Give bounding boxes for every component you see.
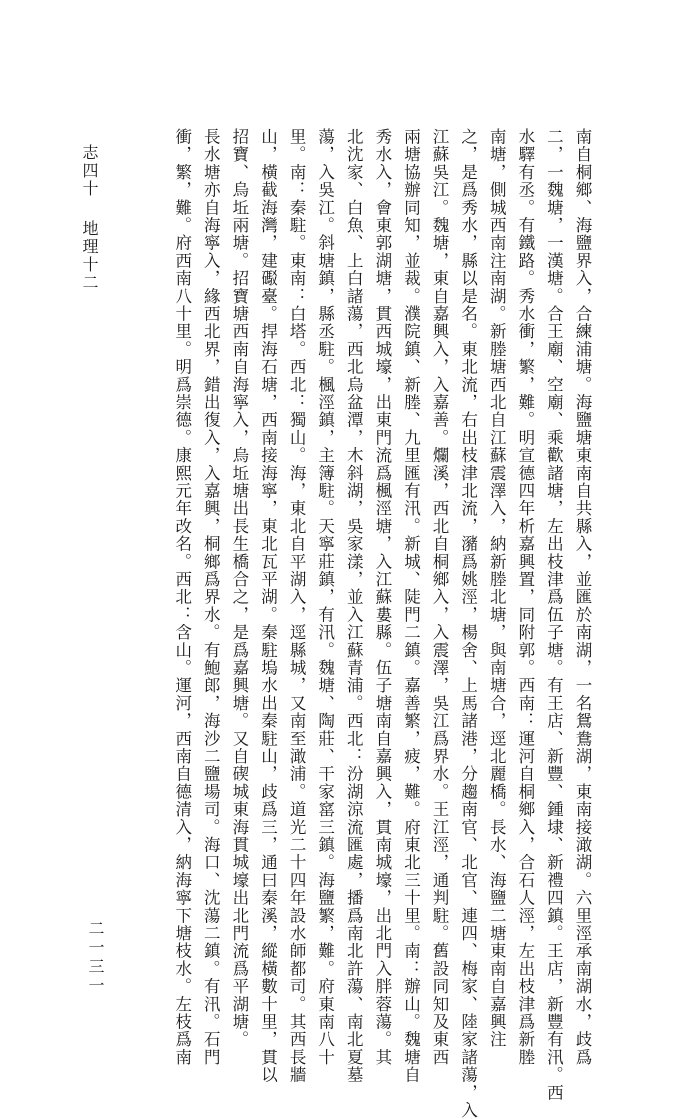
chapter-label: 地理十二 (80, 220, 99, 292)
text-column: 北沈家、白魚、上白諸蕩，西北烏盆潭，木斜湖，吳家漾，並入江蘇青浦。西北：汾湖涼流匯處，播爲南北許蕩、南北夏墓 (344, 128, 364, 1084)
page-number: 二一三一 (86, 920, 105, 996)
text-column: 衝，繁，難。府西南八十里。明爲崇德。康熙元年改名。西北：含山。運河，西南自德清入，納海寧下塘枝水。左枝爲南 (172, 128, 192, 1067)
text-column: 南自桐鄉、海鹽界入，合練浦塘。海鹽塘東南自共縣入，並匯於南湖，一名鴛鴦湖，東南接澉湖。六里涇承南湖水，歧爲 (573, 128, 592, 1067)
text-column: 里。南：秦駐。東南：白塔。西北：獨山。海，東北自平湖入，逕縣城，又南至澉浦。道光二十四年設水師都司。其西長牆 (287, 128, 307, 1084)
section-label: 志四十 (80, 144, 99, 198)
text-column: 蕩，入吳江。斜塘鎮，縣丞駐。楓涇鎮，主簿駐。天寧莊鎮，有汛。魏塘、陶莊、干家窰三鎮。海鹽繁，難。府東南八十 (315, 128, 335, 1067)
text-column: 江蘇吳江。魏塘，東自嘉興入，入嘉善。爛溪，西北自桐鄉入，入震澤，吳江爲界水。王江涇，通判駐。舊設同知及東西 (430, 128, 450, 1067)
text-column: 之，是爲秀水，縣以是名。東北流，右出枝津北流，瀦爲姚涇，楊舍、上馬諸港，分趨南官、北官、連四、梅家、陸家諸蕩，入 (458, 128, 478, 1119)
text-column: 長水塘亦自海寧入，緣西北界，錯出復入，入嘉興，桐鄉爲界水。有鮑郎，海沙二鹽場司。海口、沈蕩二鎮。有汛。石門 (201, 128, 221, 1067)
text-column: 招寶、烏坵兩塘。招寶塘西南自海寧入，烏坵塘出長生橋合之，是爲嘉興塘。又自碶城東海貫城壕出北門流爲平湖塘。 (229, 128, 249, 1049)
text-column: 秀水入，會東郭湖塘，貫西城壕，出東門流爲楓涇塘，入江蘇婁縣。伍子塘南自嘉興入，貫南城壕，出北門入胖蓉蕩。其 (372, 128, 392, 1067)
text-column: 二，一魏塘，一漢塘。合王廟、空廟、乘歡諸塘，左出枝津爲伍子塘。有王店、新豐、鍾埭、新禮四鎮。王店，新豐有汛。西 (544, 128, 564, 1102)
text-column: 南塘，側城西南注南湖。新塍塘西北自江蘇震澤入，納新塍北塘，與南塘合，逕北麗橋。長水、海鹽二塘東南自嘉興注 (487, 128, 507, 1049)
running-header (78, 144, 101, 292)
text-column: 水驛有丞。有鐵路。秀水衝，繁，難。明宣德四年析嘉興置，同附郭。西南：運河自桐鄉入，合石人涇，左出枝津爲新塍 (515, 128, 535, 1067)
text-column: 兩塘協辦同知，並裁。濮院鎮、新塍、九里匯有汛。新城、陡門二鎮。嘉善繁，疲，難。府東北三十里。南：辦山。魏塘自 (401, 128, 421, 1084)
gazetteer-text (167, 128, 596, 1119)
text-column: 山，橫截海灣，建礟臺。捍海石塘，西南接海寧，東北瓦平湖。秦駐塢水出秦駐山，歧爲三，通曰秦溪，縱橫數十里，貫以 (258, 128, 278, 1084)
